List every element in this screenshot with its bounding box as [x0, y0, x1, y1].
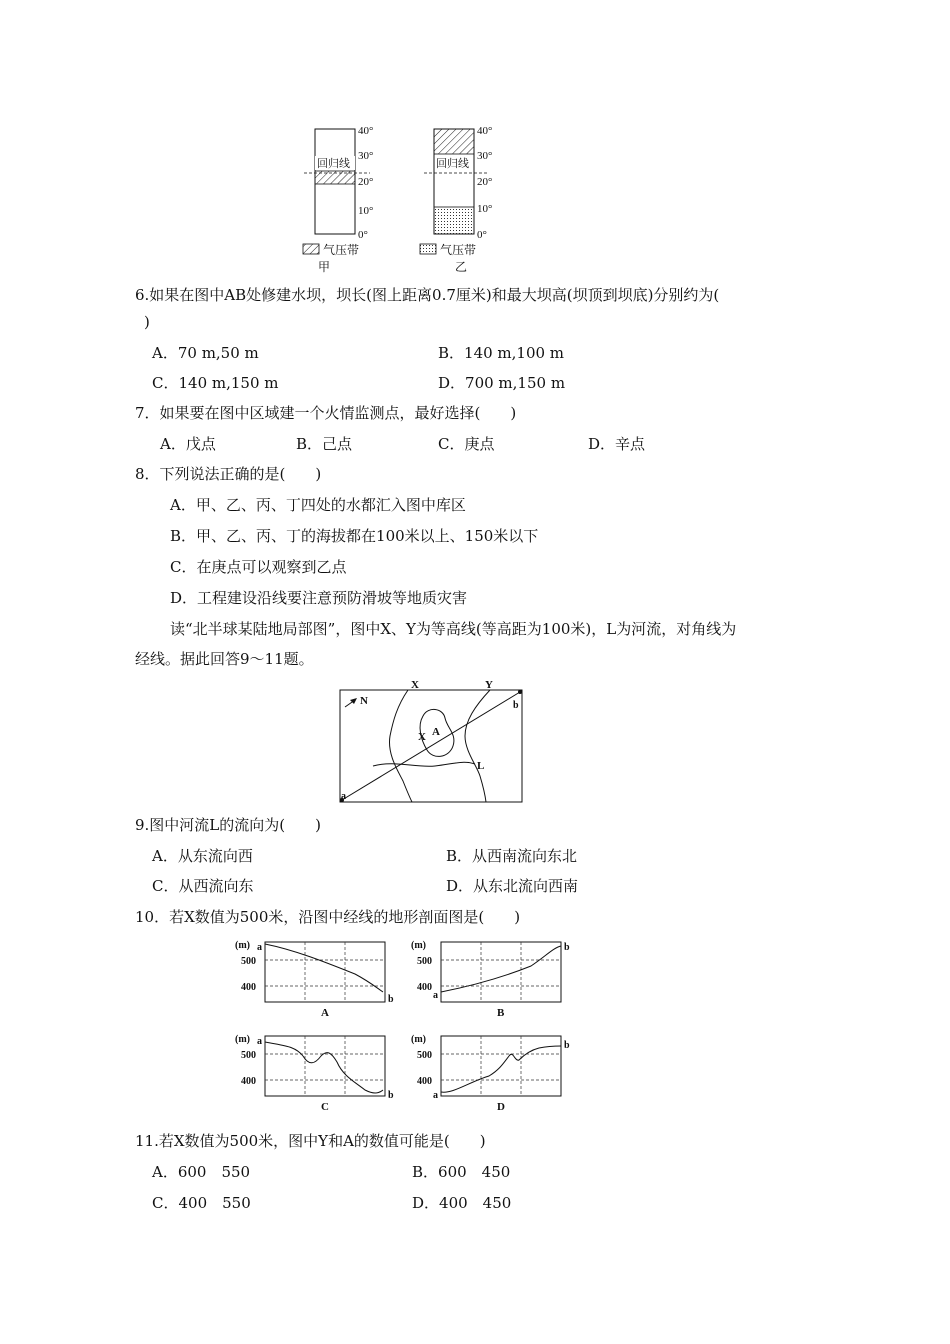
pressure-belt-yi-south: [434, 207, 474, 234]
profile-curve: [441, 1046, 561, 1092]
tropic-label-yi: 回归线: [436, 158, 469, 170]
point-b: [518, 690, 522, 694]
caption-yi: 乙: [455, 260, 468, 274]
profile-charts: [235, 936, 585, 1122]
label-y-top: Y: [485, 679, 493, 691]
q9-option-a: A．从东流向西: [152, 847, 253, 865]
intro-line1: 读“北半球某陆地局部图”，图中X、Y为等高线(等高距为100米)，L为河流，对角线为: [170, 620, 737, 638]
q7-option-d: D．辛点: [588, 435, 646, 453]
profile-panel-a: [235, 940, 394, 1019]
profile-caption: C: [321, 1101, 329, 1113]
end-label-b: b: [388, 1090, 394, 1101]
tick-0-jia: 0°: [358, 229, 368, 241]
profile-panel-d: [411, 1034, 570, 1113]
end-label-b: b: [564, 1040, 570, 1051]
end-label-a: a: [257, 942, 262, 953]
legend-swatch-yi: [420, 244, 436, 254]
q11-option-b: B．600 450: [412, 1163, 511, 1181]
tick-0-yi: 0°: [477, 229, 487, 241]
river-l: [373, 762, 475, 766]
q6-option-c: C．140 m,150 m: [152, 374, 279, 392]
contour-y: [465, 690, 490, 802]
tick-500: 500: [417, 956, 432, 967]
tick-500: 500: [417, 1050, 432, 1061]
tick-400: 400: [417, 982, 432, 993]
q7-option-b: B．己点: [296, 435, 353, 453]
pressure-belt-figure: [290, 118, 520, 278]
end-label-b: b: [388, 994, 394, 1005]
caption-jia: 甲: [318, 260, 331, 274]
q7-option-c: C．庚点: [438, 435, 495, 453]
legend-label-yi: 气压带: [440, 243, 477, 257]
intro-line2: 经线。据此回答9～11题。: [135, 650, 314, 668]
end-label-b: b: [564, 942, 570, 953]
q7-option-a: A．戊点: [160, 435, 216, 453]
q6-option-d: D．700 m,150 m: [438, 374, 566, 392]
end-label-a: a: [433, 990, 438, 1001]
end-label-a: a: [257, 1036, 262, 1047]
label-x-inner: X: [418, 731, 426, 743]
q6-option-a: A．70 m,50 m: [152, 344, 259, 362]
label-a: a: [341, 791, 346, 802]
unit-label: (m): [235, 1034, 250, 1045]
q11-option-a: A．600 550: [152, 1163, 251, 1181]
tick-400: 400: [241, 982, 256, 993]
profile-frame: [265, 942, 385, 1002]
tick-30-yi: 30°: [477, 150, 493, 162]
end-label-a: a: [433, 1090, 438, 1101]
unit-label: (m): [411, 940, 426, 951]
label-river-l: L: [477, 760, 485, 772]
q8-option-a: A．甲、乙、丙、丁四处的水都汇入图中库区: [170, 496, 466, 514]
tick-20-jia: 20°: [358, 176, 374, 188]
q8-option-b: B．甲、乙、丙、丁的海拔都在100米以上、150米以下: [170, 527, 539, 545]
unit-label: (m): [235, 940, 250, 951]
legend-label-jia: 气压带: [323, 243, 360, 257]
tick-10-jia: 10°: [358, 205, 374, 217]
q11-option-d: D．400 450: [412, 1194, 512, 1212]
profile-curve: [441, 946, 561, 992]
tick-500: 500: [241, 956, 256, 967]
q6-stem-line2: ): [144, 313, 150, 331]
profile-curve: [265, 1042, 383, 1093]
q11-stem: 11.若X数值为500米，图中Y和A的数值可能是( ): [135, 1132, 486, 1150]
profile-caption: A: [321, 1007, 329, 1019]
profile-curve: [265, 944, 383, 992]
tick-40-yi: 40°: [477, 125, 493, 137]
q10-stem: 10．若X数值为500米，沿图中经线的地形剖面图是( ): [135, 908, 521, 926]
q7-stem: 7．如果要在图中区域建一个火情监测点，最好选择( ): [135, 404, 517, 422]
label-x-top: X: [411, 679, 419, 691]
q6-stem-line1: 6.如果在图中AB处修建水坝，坝长(图上距离0.7厘米)和最大坝高(坝顶到坝底)分别约为(: [135, 286, 720, 304]
pressure-belt-yi-north: [434, 129, 474, 154]
tick-500: 500: [241, 1050, 256, 1061]
contour-x: [389, 690, 412, 802]
tick-10-yi: 10°: [477, 203, 493, 215]
profile-frame: [441, 942, 561, 1002]
contour-map-figure: [335, 676, 535, 806]
q11-option-c: C．400 550: [152, 1194, 251, 1212]
tick-400: 400: [417, 1076, 432, 1087]
q9-option-d: D．从东北流向西南: [446, 877, 579, 895]
meridian-line: [342, 692, 520, 800]
q9-option-c: C．从西流向东: [152, 877, 254, 895]
q8-stem: 8．下列说法正确的是( ): [135, 465, 322, 483]
profile-panel-b: [411, 940, 570, 1019]
q9-stem: 9.图中河流L的流向为( ): [135, 816, 321, 834]
tick-400: 400: [241, 1076, 256, 1087]
label-a-peak: A: [432, 726, 440, 738]
q8-option-c: C．在庚点可以观察到乙点: [170, 558, 347, 576]
q8-option-d: D．工程建设沿线要注意预防滑坡等地质灾害: [170, 589, 468, 607]
unit-label: (m): [411, 1034, 426, 1045]
q6-option-b: B．140 m,100 m: [438, 344, 565, 362]
tropic-label-jia: 回归线: [317, 158, 350, 170]
profile-caption: D: [497, 1101, 505, 1113]
tick-20-yi: 20°: [477, 176, 493, 188]
tick-30-jia: 30°: [358, 150, 374, 162]
north-label: N: [360, 695, 368, 707]
legend-swatch-jia: [303, 244, 319, 254]
tick-40-jia: 40°: [358, 125, 374, 137]
label-b: b: [513, 700, 519, 711]
q9-option-b: B．从西南流向东北: [446, 847, 578, 865]
profile-caption: B: [497, 1007, 505, 1019]
profile-panel-c: [235, 1034, 394, 1113]
